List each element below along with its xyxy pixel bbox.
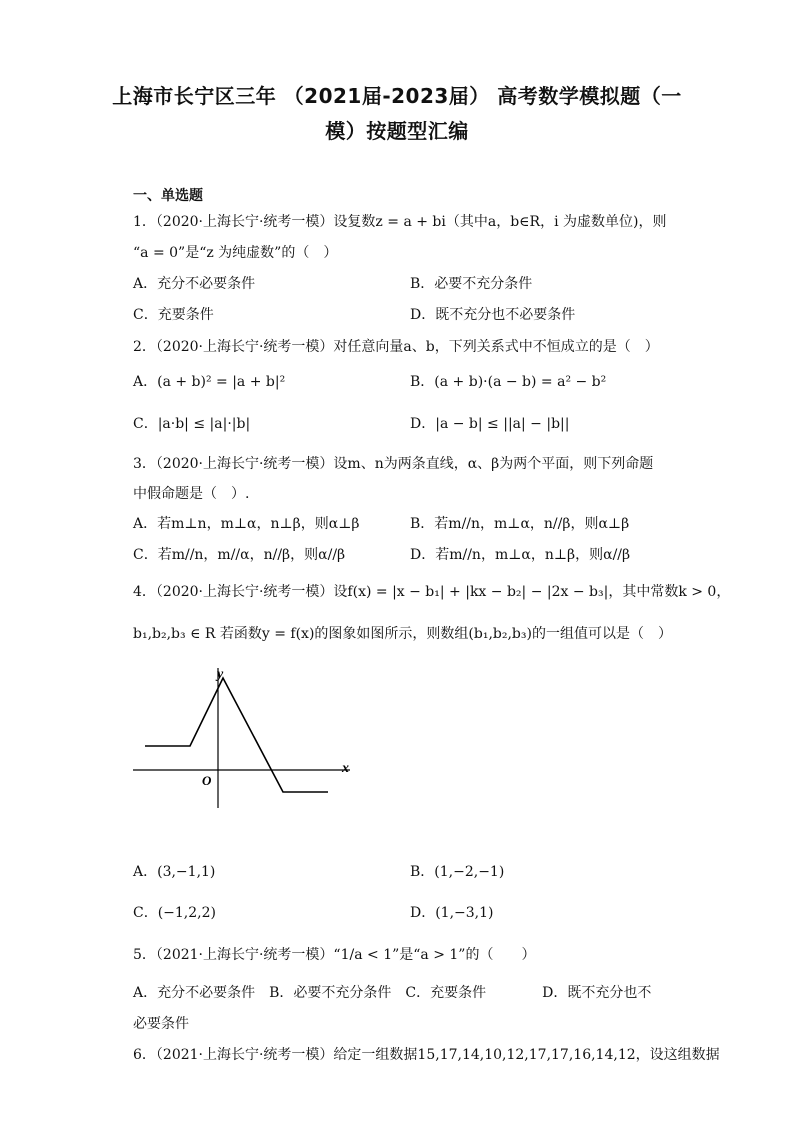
document-title-line-2: 模）按题型汇编 xyxy=(325,119,469,143)
y-axis-label: y xyxy=(217,667,224,682)
question-1-stem-line-1: 1．（2020·上海长宁·统考一模）设复数z = a + bi（其中a，b∈R，i 为虚数单位)，则 xyxy=(133,214,667,230)
question-4-stem-line-1: 4．（2020·上海长宁·统考一模）设f(x) = |x − b₁| + |kx − b₂| − |2x − b₃|，其中常数k > 0， xyxy=(133,584,731,600)
question-4-option-c: C．(−1,2,2) xyxy=(133,905,216,921)
origin-label: O xyxy=(202,773,212,788)
question-2-stem-line-1: 2．（2020·上海长宁·统考一模）对任意向量a、b，下列关系式中不恒成立的是（ ） xyxy=(133,339,659,355)
question-2-option-c: C．|a·b| ≤ |a|·|b| xyxy=(133,416,251,432)
question-3-stem-line-1: 3．（2020·上海长宁·统考一模）设m、n为两条直线，α、β为两个平面，则下列命题 xyxy=(133,456,654,472)
question-4-option-d: D．(1,−3,1) xyxy=(410,905,494,921)
question-5-stem-line-1: 5．（2021·上海长宁·统考一模）“1/a < 1”是“a > 1”的（ ） xyxy=(133,947,536,963)
question-2-option-b: B．(a + b)·(a − b) = a² − b² xyxy=(410,374,607,390)
question-1-stem-line-2: “a = 0”是“z 为纯虚数”的（ ） xyxy=(133,245,338,261)
question-3-option-c: C．若m//n，m//α，n//β，则α//β xyxy=(133,547,346,563)
question-6-stem-line-1: 6．（2021·上海长宁·统考一模）给定一组数据15,17,14,10,12,17,17,16,14,12，设这组数据 xyxy=(133,1047,720,1063)
question-1-option-a: A．充分不必要条件 xyxy=(133,276,256,292)
question-2-option-a: A．(a + b)² = |a + b|² xyxy=(133,374,286,390)
question-5-options-line: A．充分不必要条件 B．必要不充分条件 C．充要条件 D．既不充分也不 xyxy=(133,985,652,1001)
question-5-options-line-2: 必要条件 xyxy=(133,1016,189,1032)
question-1-option-b: B．必要不充分条件 xyxy=(410,276,533,292)
question-1-option-d: D．既不充分也不必要条件 xyxy=(410,307,576,323)
question-4-stem-line-2: b₁,b₂,b₃ ∈ R 若函数y = f(x)的图象如图所示，则数组(b₁,b₂,b₃)的一组值可以是（ ） xyxy=(133,626,672,642)
section-heading: 一、单选题 xyxy=(133,188,203,204)
function-graph xyxy=(130,660,360,810)
question-4-option-b: B．(1,−2,−1) xyxy=(410,864,505,880)
question-3-option-d: D．若m//n，m⊥α，n⊥β，则α//β xyxy=(410,547,631,563)
question-2-option-d: D．|a − b| ≤ ||a| − |b|| xyxy=(410,416,570,432)
x-axis-label: x xyxy=(342,761,349,776)
question-1-option-c: C．充要条件 xyxy=(133,307,214,323)
question-3-stem-line-2: 中假命题是（ ）. xyxy=(133,486,250,502)
question-3-option-b: B．若m//n，m⊥α，n//β，则α⊥β xyxy=(410,516,630,532)
function-curve xyxy=(145,678,328,792)
document-title-line-1: 上海市长宁区三年 （2021届-2023届） 高考数学模拟题（一 xyxy=(112,84,682,108)
question-4-option-a: A．(3,−1,1) xyxy=(133,864,216,880)
question-3-option-a: A．若m⊥n，m⊥α，n⊥β，则α⊥β xyxy=(133,516,360,532)
